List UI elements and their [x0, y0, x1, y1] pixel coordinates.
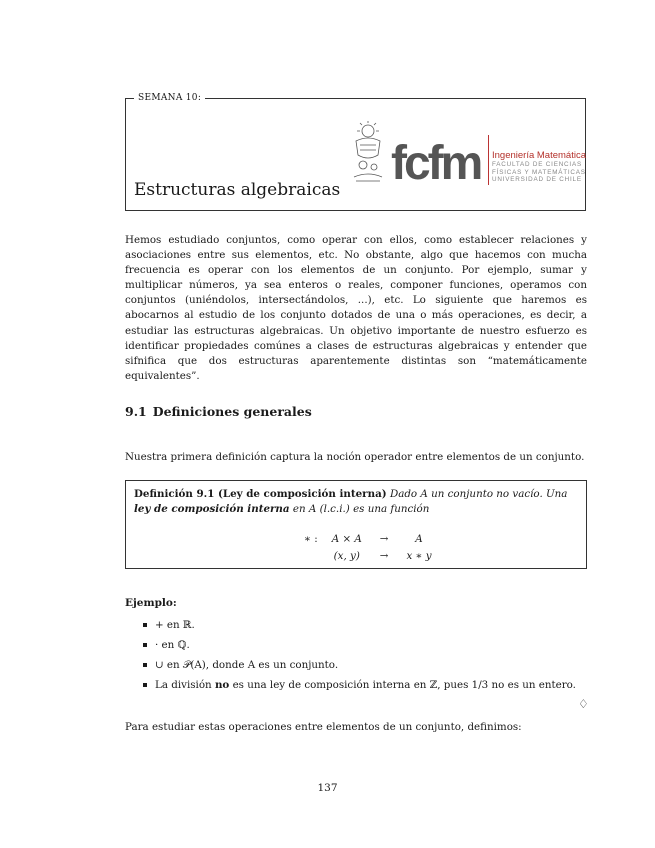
list-item: La división no es una ley de composición interna en ℤ, pues 1/3 no es un entero.	[143, 675, 576, 695]
definition-text-1: Dado A un conjunto no vacío. Una	[389, 488, 568, 500]
lead-paragraph: Nuestra primera definición captura la noción operador entre elementos de un conjunto.	[125, 451, 585, 463]
logo-department: Ingeniería Matemática	[492, 150, 586, 161]
intro-paragraph: Hemos estudiado conjuntos, como operar con ellos, como establecer relaciones y asociaciones entre sus elementos, etc. No obstante, algo que hacemos con mucha frecuencia es operar con los elementos de un conjunto. Por ejemplo, sumar y multiplicar números, ya sea enteros o reales, componer funciones, operamos con conjuntos (uniéndolos, intersectándolos, ...), etc. Lo siguiente que haremos es abocarnos al estudio de los conjunto dotados de una o más operaciones, es decir, a estudiar las estructuras algebraicas. Un objetivo importante de nuestro esfuerzo es identificar propiedades comúnes a clases de estructuras algebraicas y entender que sifnifica que dos estructuras aparentemente distintas son “matemáticamente equivalentes”.	[125, 234, 587, 382]
definition-text-2: en A (l.c.i.) es una función	[292, 503, 430, 515]
chapter-title: Estructuras algebraicas	[134, 180, 341, 200]
university-seal-icon	[348, 121, 388, 183]
closing-paragraph: Para estudiar estas operaciones entre elementos de un conjunto, definimos:	[125, 721, 522, 733]
definition-title: Definición 9.1 (Ley de composición interna)	[134, 488, 387, 500]
arrow-icon: →	[379, 533, 389, 545]
output-value: x ∗ y	[406, 550, 432, 562]
logo-faculty-line2: FÍSICAS Y MATEMÁTICAS	[492, 168, 586, 176]
list-item: · en ℚ.	[143, 635, 576, 655]
function-map	[298, 531, 438, 565]
domain: A × A	[331, 533, 362, 545]
logo-university: UNIVERSIDAD DE CHILE	[492, 176, 582, 183]
emphasis-no: no	[214, 679, 230, 691]
logo-divider	[488, 135, 489, 185]
end-of-example-icon: ♢	[578, 697, 589, 711]
logo-faculty-line1: FACULTAD DE CIENCIAS	[492, 161, 582, 168]
input-pair: (x, y)	[333, 550, 360, 562]
list-item: ∪ en 𝒫(A), donde A es un conjunto.	[143, 655, 576, 675]
codomain: A	[415, 533, 423, 545]
example-list	[143, 615, 576, 695]
section-number: 9.1	[125, 404, 147, 419]
arrow-icon: →	[379, 550, 389, 562]
header-frame	[125, 93, 586, 211]
section-heading	[125, 403, 312, 421]
logo-text	[492, 150, 587, 184]
operator-symbol: ∗ :	[304, 533, 318, 545]
list-item: + en ℝ.	[143, 615, 576, 635]
definition-term: ley de composición interna	[134, 503, 290, 515]
example-title: Ejemplo:	[125, 597, 177, 609]
page-number: 137	[317, 782, 338, 794]
fcfm-logo	[391, 135, 491, 187]
section-title: Definiciones generales	[152, 404, 312, 419]
week-label: SEMANA 10:	[134, 92, 205, 104]
fcfm-wordmark: fcfm	[391, 137, 481, 187]
definition-box	[125, 480, 587, 569]
